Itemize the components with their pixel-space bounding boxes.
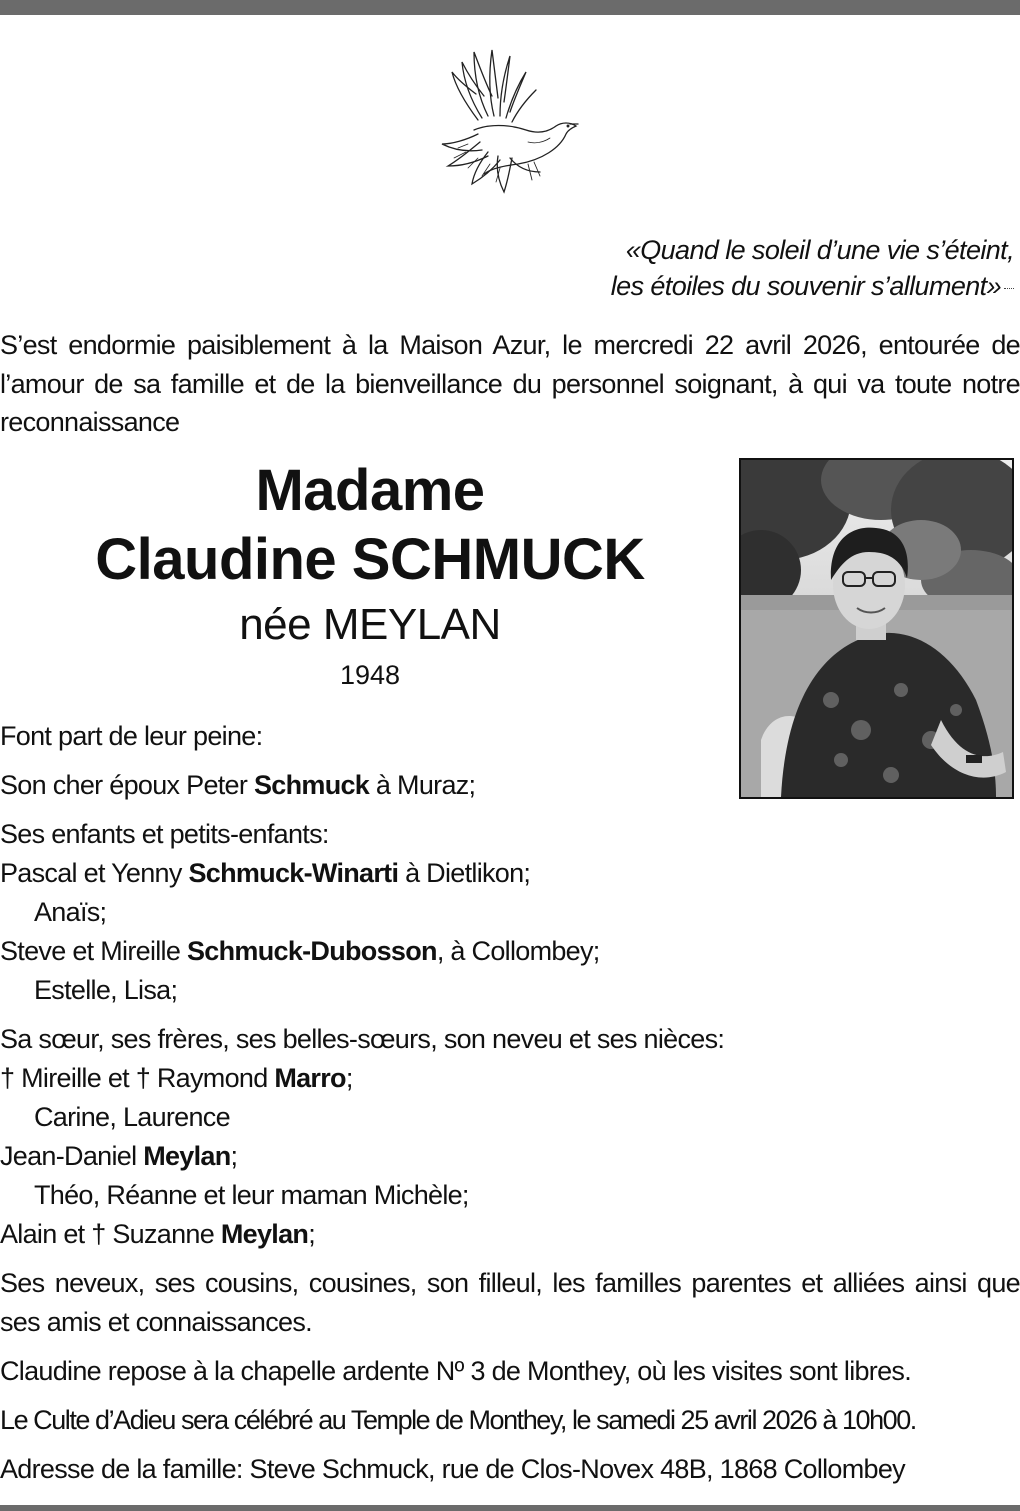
grandchildren-1: Anaïs; [34, 897, 107, 927]
child-family-2: Steve et Mireille Schmuck-Dubosson, à Collombey; [0, 936, 600, 966]
bottom-rule [0, 1505, 1020, 1511]
grandchildren-2: Estelle, Lisa; [34, 975, 178, 1005]
deceased-name-block [0, 458, 740, 694]
quote-ornament [1004, 288, 1014, 289]
announcement-body [0, 717, 1020, 1489]
top-rule [0, 0, 1020, 15]
birth-year: 1948 [339, 660, 401, 690]
maiden-name: née MEYLAN [239, 600, 501, 649]
extended-family: Ses neveux, ses cousins, cousines, son filleul, les familles parentes et alliées ainsi que ses amis et connaissances. [0, 1268, 1020, 1337]
announce-line: Font part de leur peine: [0, 721, 263, 751]
dove-icon [438, 44, 584, 194]
sibling-family-1: † Mireille et † Raymond Marro; [0, 1063, 353, 1093]
repose-line: Claudine repose à la chapelle ardente Nº 3 de Monthey, où les visites sont libres. [0, 1356, 912, 1386]
epigraph-quote [314, 232, 1014, 304]
intro-paragraph: S’est endormie paisiblement à la Maison Azur, le mercredi 22 avril 2026, entourée de l’amour de sa famille et de la bienveillance du personnel soignant, à qui va toute notre reconnaissance [0, 330, 1020, 437]
sibling-family-2: Jean-Daniel Meylan; [0, 1141, 238, 1171]
siblings-heading: Sa sœur, ses frères, ses belles-sœurs, son neveu et ses nièces: [0, 1024, 725, 1054]
nieces-2: Théo, Réanne et leur maman Michèle; [34, 1180, 469, 1210]
honorific-title: Madame [255, 458, 485, 523]
quote-line-2: les étoiles du souvenir s’allument» [610, 271, 1001, 301]
quote-line-1: «Quand le soleil d’une vie s’éteint, [625, 235, 1014, 265]
deceased-name: Claudine SCHMUCK [95, 527, 645, 592]
family-address: Adresse de la famille: Steve Schmuck, rue de Clos-Novex 48B, 1868 Collombey [0, 1454, 905, 1484]
ceremony-line: Le Culte d’Adieu sera célébré au Temple de Monthey, le samedi 25 avril 2026 à 10h00. [0, 1405, 916, 1435]
spouse-line: Son cher époux Peter Schmuck à Muraz; [0, 770, 476, 800]
child-family-1: Pascal et Yenny Schmuck-Winarti à Dietlikon; [0, 858, 531, 888]
nieces-1: Carine, Laurence [34, 1102, 230, 1132]
children-heading: Ses enfants et petits-enfants: [0, 819, 329, 849]
sibling-family-3: Alain et † Suzanne Meylan; [0, 1219, 316, 1249]
